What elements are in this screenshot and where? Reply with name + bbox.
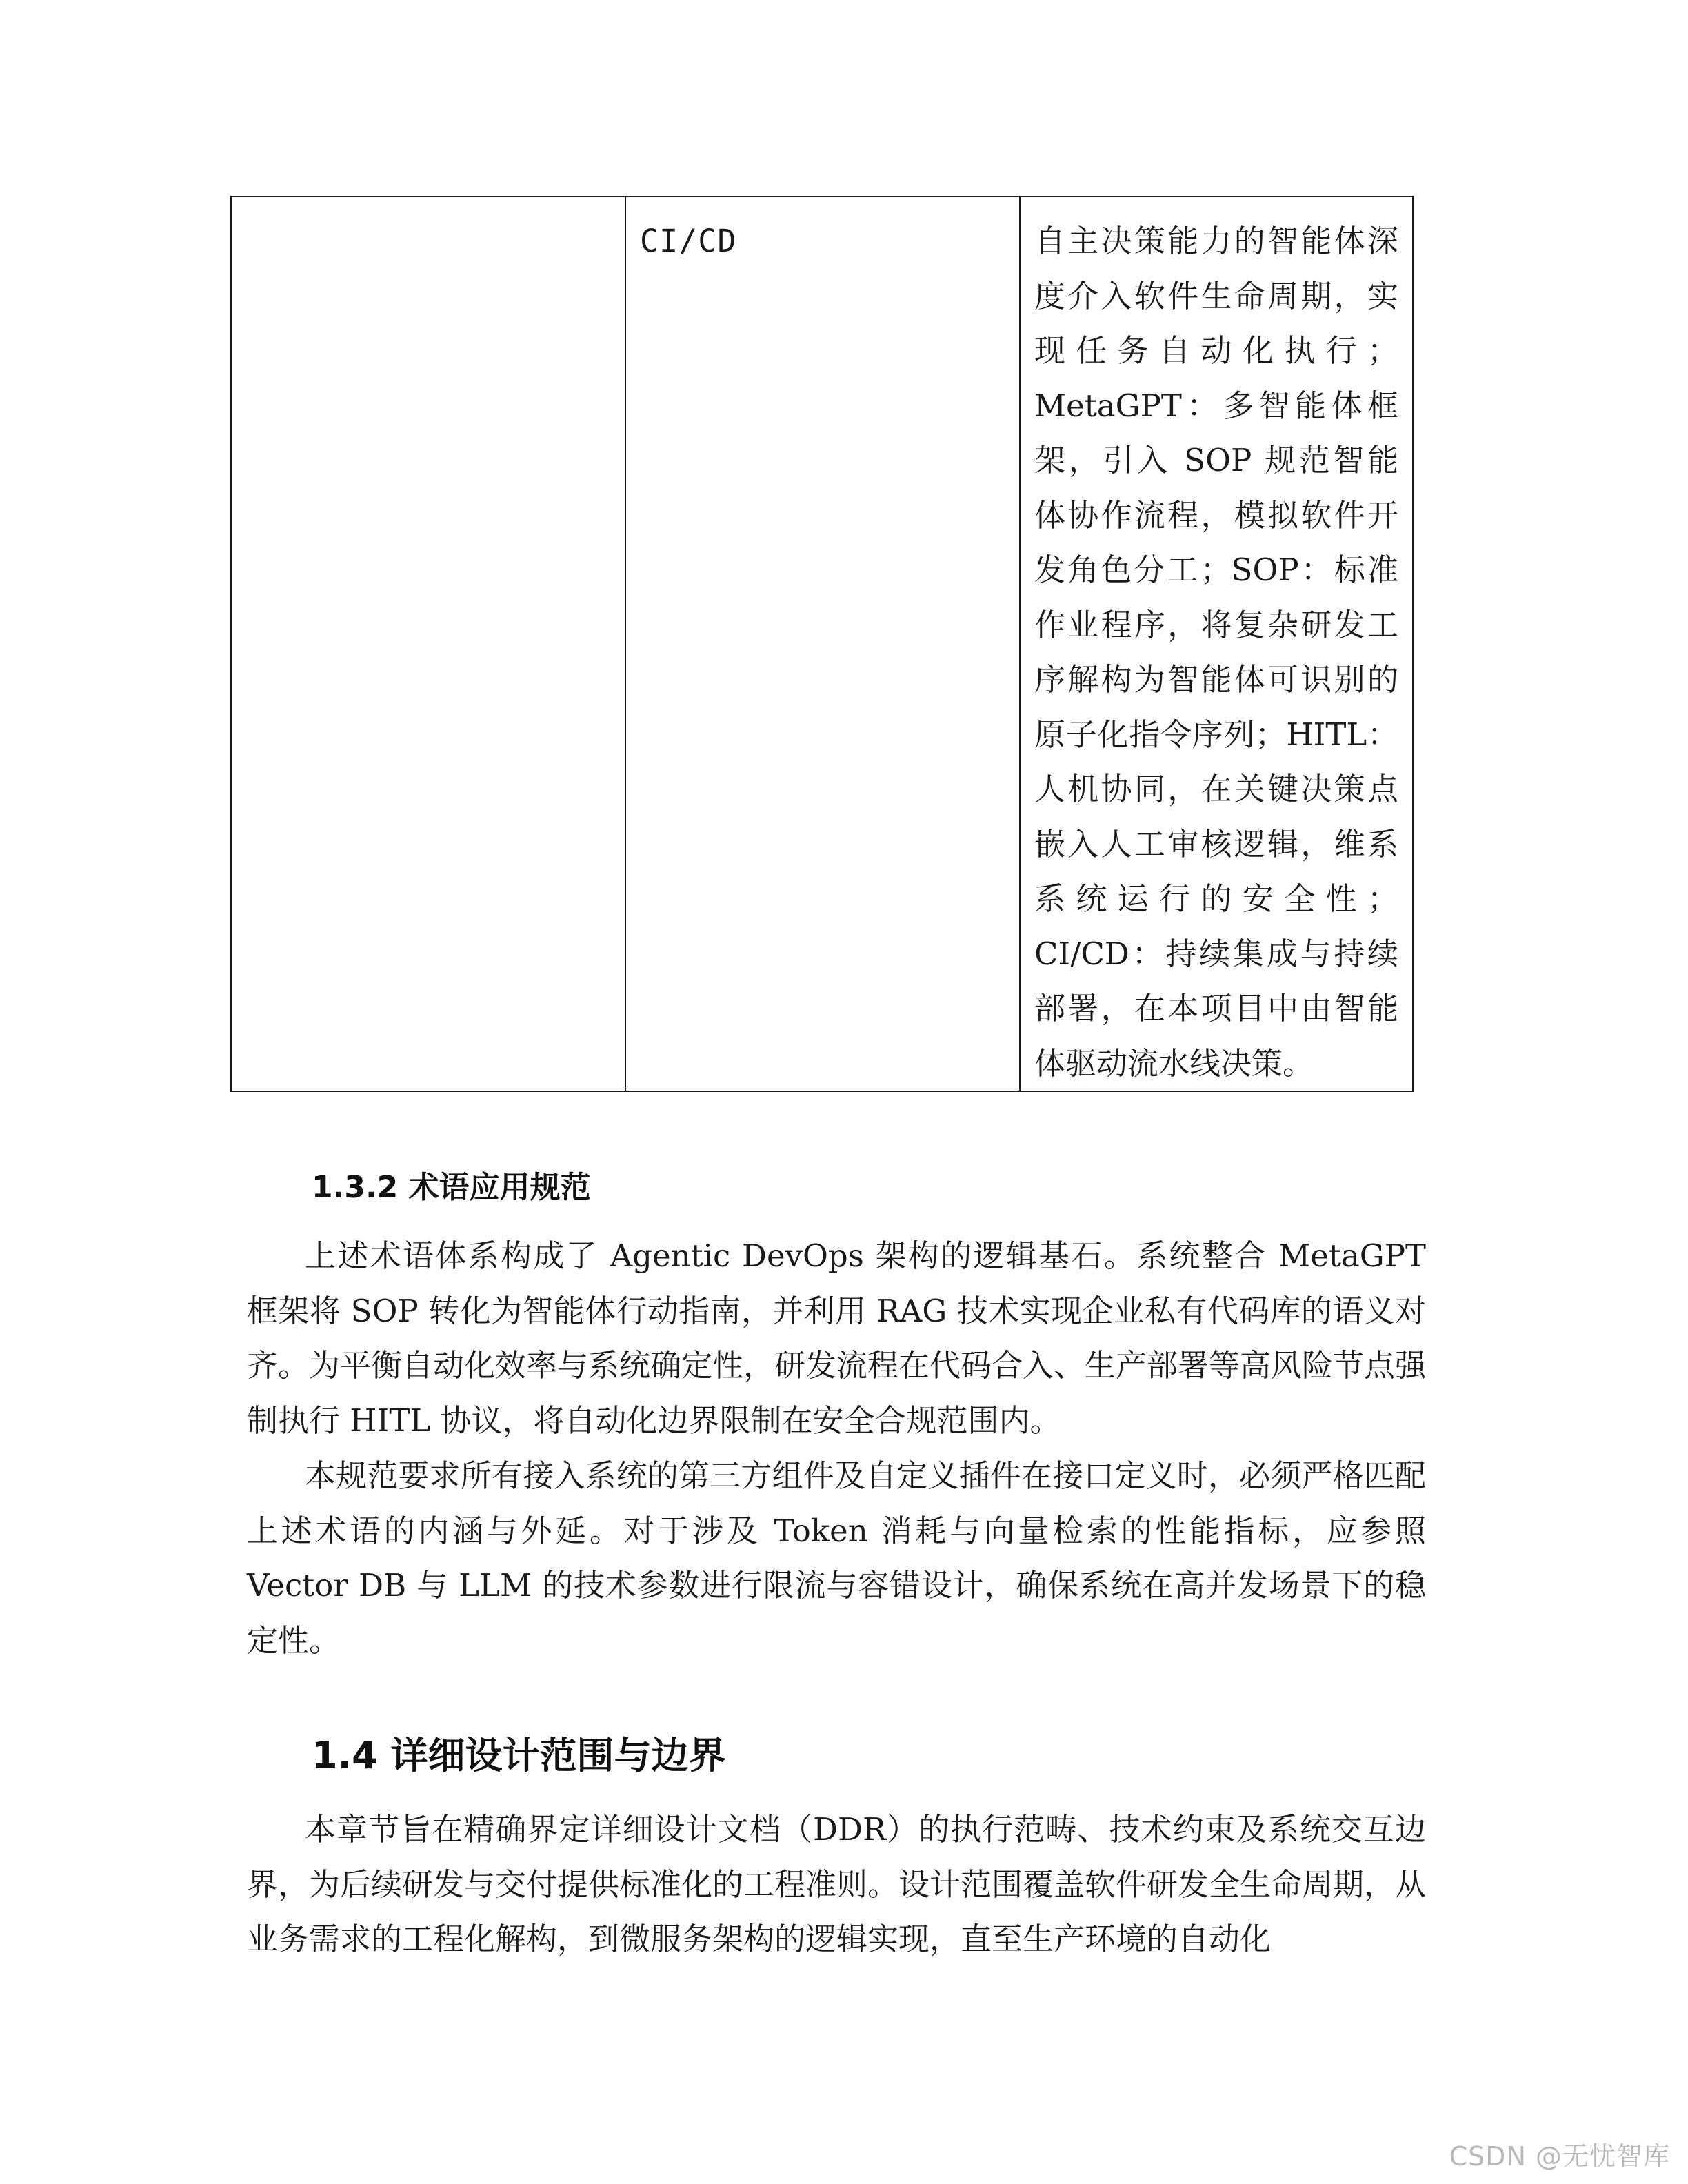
section-heading-1-4: 1.4 详细设计范围与边界 xyxy=(312,1734,726,1777)
paragraph-terminology-basis: 上述术语体系构成了 Agentic DevOps 架构的逻辑基石。系统整合 MetaGPT 框架将 SOP 转化为智能体行动指南，并利用 RAG 技术实现企业私有代码库的语义对齐。为平衡自动化效率与系统确定性，研发流程在代码合入、生产部署等高风险节点强制执行 HITL 协议，将自动化边界限制在安全合规范围内。 xyxy=(247,1237,1427,1439)
section-heading-1-3-2: 1.3.2 术语应用规范 xyxy=(312,1170,591,1205)
table-row xyxy=(231,196,1413,1091)
paragraph-terminology-requirements: 本规范要求所有接入系统的第三方组件及自定义插件在接口定义时，必须严格匹配上述术语的内涵与外延。对于涉及 Token 消耗与向量检索的性能指标，应参照 Vector DB 与 LLM 的技术参数进行限流与容错设计，确保系统在高并发场景下的稳定性。 xyxy=(247,1457,1426,1659)
watermark: CSDN @无忧智库 xyxy=(1449,2141,1670,2172)
table-cell-category xyxy=(231,196,625,1091)
table-cell-description: 自主决策能力的智能体深度介入软件生命周期，实现任务自动化执行；MetaGPT：多智能体框架，引入 SOP 规范智能体协作流程，模拟软件开发角色分工；SOP：标准作业程序，将复杂研发工序解构为智能体可识别的原子化指令序列；HITL：人机协同，在关键决策点嵌入人工审核逻辑，维系系统运行的安全性；CI/CD：持续集成与持续部署，在本项目中由智能体驱动流水线决策。 xyxy=(1020,196,1413,1091)
table-cell-term: CI/CD xyxy=(625,196,1020,1091)
terminology-table xyxy=(230,196,1414,1092)
paragraph-design-scope: 本章节旨在精确界定详细设计文档（DDR）的执行范畴、技术约束及系统交互边界，为后续研发与交付提供标准化的工程准则。设计范围覆盖软件研发全生命周期，从业务需求的工程化解构，到微服务架构的逻辑实现，直至生产环境的自动化 xyxy=(247,1811,1427,1957)
